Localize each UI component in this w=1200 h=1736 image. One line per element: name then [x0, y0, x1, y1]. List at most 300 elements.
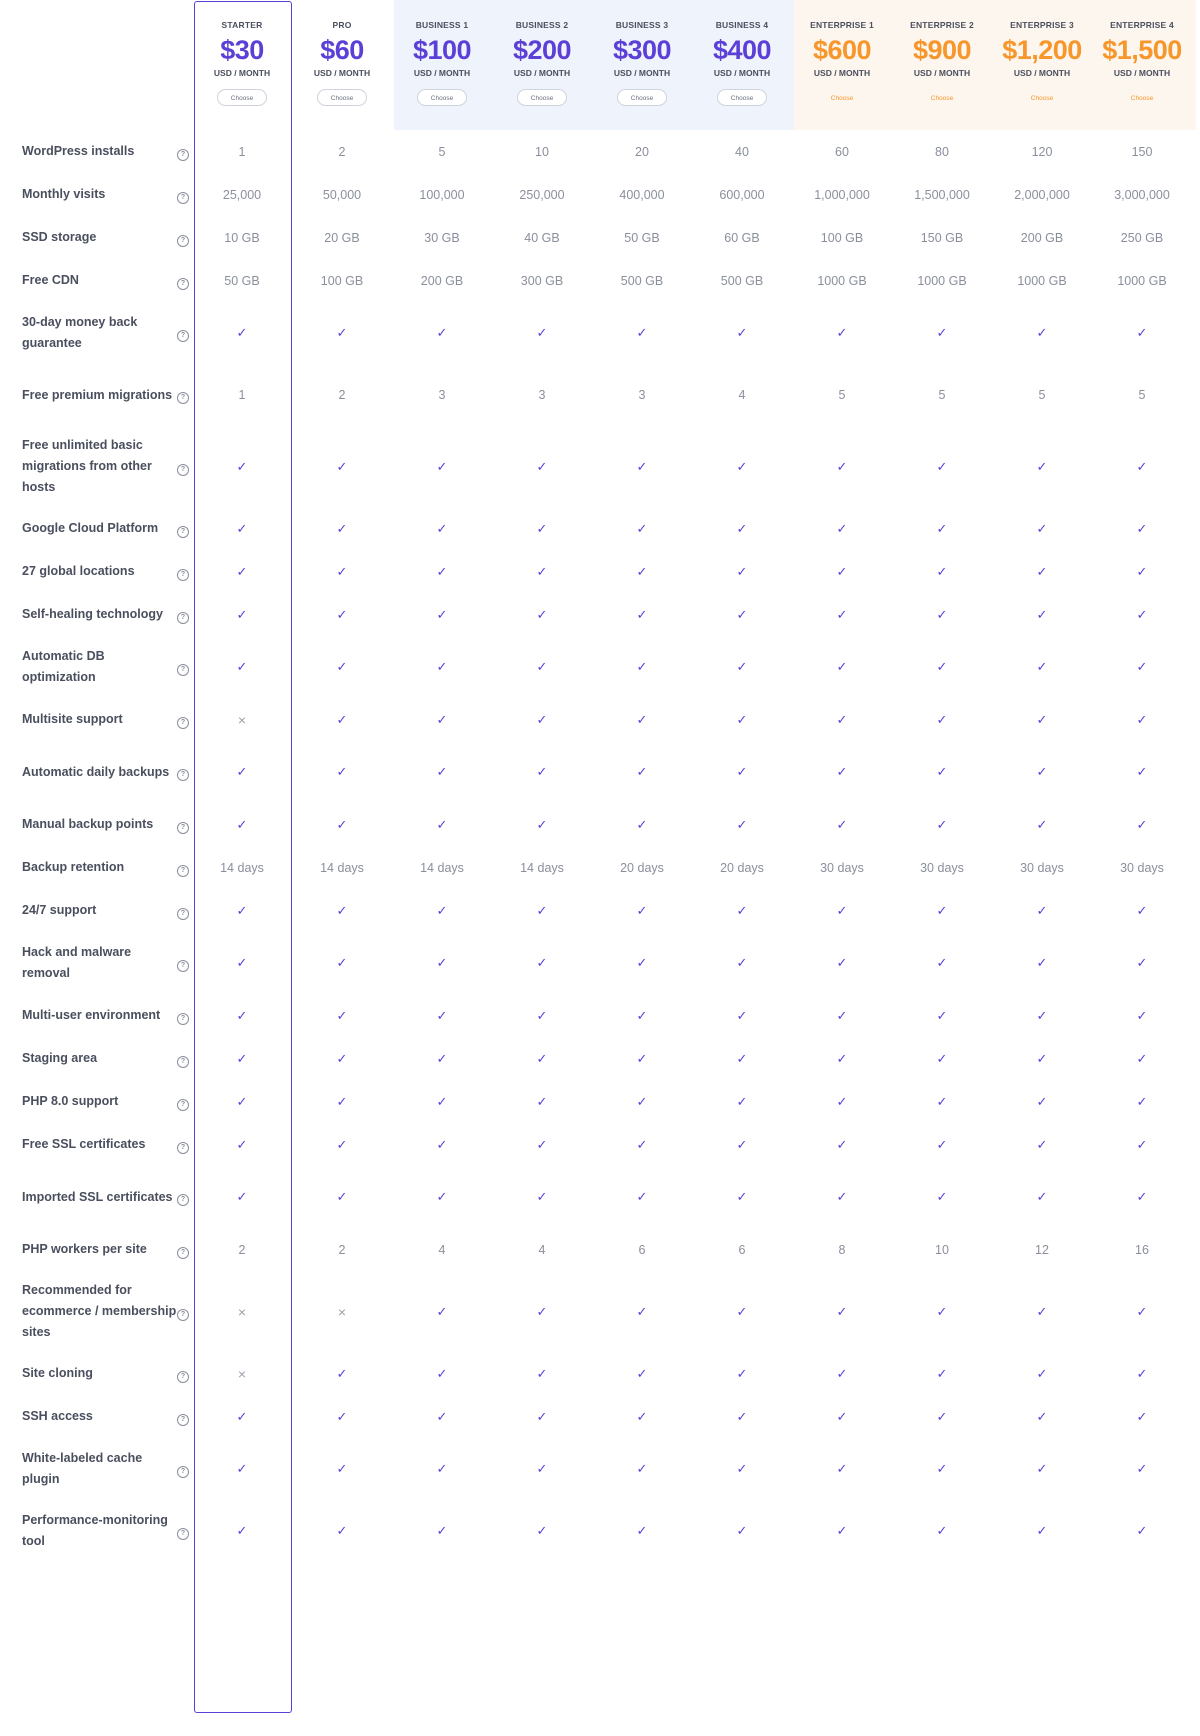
check-icon: ✓ — [636, 1189, 648, 1204]
check-icon: ✓ — [436, 955, 448, 970]
check-icon: ✓ — [1036, 955, 1048, 970]
check-icon: ✓ — [1136, 1461, 1148, 1476]
feature-value-cell: 500 GB — [620, 273, 664, 288]
feature-label: Free CDN — [22, 273, 79, 287]
feature-value-cell — [792, 1352, 892, 1395]
check-icon: ✓ — [636, 902, 648, 918]
feature-value-cell — [292, 1271, 392, 1352]
check-icon: ✓ — [336, 1408, 348, 1424]
feature-value-cell — [992, 994, 1092, 1037]
feature-value-cell: 3,000,000 — [1114, 187, 1170, 202]
check-icon: ✓ — [436, 325, 448, 340]
info-icon[interactable]: ? — [177, 192, 189, 204]
check-icon: ✓ — [1136, 1303, 1148, 1319]
info-icon[interactable]: ? — [177, 1013, 189, 1025]
check-icon: ✓ — [736, 606, 748, 622]
check-icon: ✓ — [436, 520, 448, 536]
info-icon[interactable]: ? — [177, 1466, 189, 1478]
check-icon: ✓ — [436, 458, 448, 474]
check-icon: ✓ — [736, 1050, 748, 1066]
feature-value-cell — [792, 889, 892, 932]
feature-value-cell — [1092, 932, 1192, 994]
check-icon: ✓ — [536, 711, 548, 727]
check-icon: ✓ — [1136, 458, 1148, 474]
check-icon: ✓ — [436, 1189, 448, 1204]
feature-value-cell: 5 — [838, 388, 846, 402]
check-icon: ✓ — [936, 1007, 948, 1023]
check-icon: ✓ — [436, 1093, 448, 1109]
feature-value-cell — [992, 1166, 1092, 1228]
feature-value-cell — [992, 1395, 1092, 1438]
choose-plan-button[interactable]: Choose — [717, 89, 767, 106]
feature-value-cell: 1,500,000 — [914, 187, 970, 202]
feature-row — [0, 130, 1192, 173]
feature-value-cell: 5 — [1138, 388, 1146, 402]
check-icon: ✓ — [236, 902, 248, 918]
check-icon: ✓ — [436, 1365, 448, 1381]
check-icon: ✓ — [1036, 902, 1048, 918]
feature-value-cell — [492, 698, 592, 741]
feature-row — [0, 803, 1192, 846]
feature-value-cell — [792, 302, 892, 364]
plan-column — [892, 0, 992, 130]
check-icon: ✓ — [836, 1461, 848, 1476]
check-icon: ✓ — [336, 1093, 348, 1109]
feature-value-cell — [892, 593, 992, 636]
check-icon: ✓ — [336, 659, 348, 674]
info-icon[interactable]: ? — [177, 278, 189, 290]
check-icon: ✓ — [536, 1365, 548, 1381]
cross-icon: × — [237, 1365, 247, 1382]
feature-row — [0, 1037, 1192, 1080]
feature-value-cell — [692, 741, 792, 803]
check-icon: ✓ — [836, 520, 848, 536]
info-icon[interactable]: ? — [177, 235, 189, 247]
info-icon[interactable]: ? — [177, 960, 189, 972]
feature-value-cell — [192, 1123, 292, 1166]
check-icon: ✓ — [336, 816, 348, 832]
info-icon[interactable]: ? — [177, 569, 189, 581]
check-icon: ✓ — [236, 1461, 248, 1476]
feature-value-cell — [892, 1037, 992, 1080]
check-icon: ✓ — [936, 458, 948, 474]
plan-column — [192, 0, 292, 130]
info-icon[interactable]: ? — [177, 1194, 189, 1206]
feature-value-cell — [792, 698, 892, 741]
feature-value-cell: 5 — [938, 388, 946, 402]
feature-value-cell — [992, 1438, 1092, 1500]
feature-row — [0, 1228, 1192, 1271]
check-icon: ✓ — [236, 955, 248, 970]
feature-row — [0, 507, 1192, 550]
feature-value-cell — [992, 302, 1092, 364]
feature-value-cell: 100,000 — [419, 187, 465, 202]
check-icon: ✓ — [736, 659, 748, 674]
feature-row — [0, 259, 1192, 302]
check-icon: ✓ — [536, 1461, 548, 1476]
feature-value-cell — [992, 507, 1092, 550]
feature-value-cell — [592, 803, 692, 846]
choose-plan-button[interactable]: Choose — [417, 89, 467, 106]
info-icon[interactable]: ? — [177, 464, 189, 476]
feature-value-cell — [392, 1395, 492, 1438]
info-icon[interactable]: ? — [177, 330, 189, 342]
check-icon: ✓ — [936, 1303, 948, 1319]
info-icon[interactable]: ? — [177, 1056, 189, 1068]
check-icon: ✓ — [936, 764, 948, 779]
feature-value-cell — [692, 1080, 792, 1123]
check-icon: ✓ — [436, 1303, 448, 1319]
choose-plan-button[interactable]: Choose — [517, 89, 567, 106]
check-icon: ✓ — [436, 1007, 448, 1023]
plan-price: $60 — [320, 35, 364, 65]
feature-value-cell — [192, 1395, 292, 1438]
feature-value-cell — [692, 507, 792, 550]
plan-column — [492, 0, 592, 130]
info-icon[interactable]: ? — [177, 1528, 189, 1540]
plan-price-unit: USD / MONTH — [1113, 68, 1171, 78]
check-icon: ✓ — [336, 711, 348, 727]
feature-value-cell — [592, 698, 692, 741]
feature-value-cell — [692, 426, 792, 507]
feature-value-cell — [392, 550, 492, 593]
choose-plan-button[interactable]: Choose — [930, 95, 954, 102]
feature-value-cell: 30 days — [920, 860, 964, 875]
check-icon: ✓ — [736, 955, 748, 970]
check-icon: ✓ — [736, 764, 748, 779]
feature-value-cell — [492, 1438, 592, 1500]
check-icon: ✓ — [436, 711, 448, 727]
feature-value-cell — [592, 994, 692, 1037]
feature-value-cell — [792, 636, 892, 698]
check-icon: ✓ — [536, 606, 548, 622]
plan-price-unit: USD / MONTH — [513, 68, 571, 78]
check-icon: ✓ — [736, 1523, 748, 1538]
check-icon: ✓ — [836, 1365, 848, 1381]
info-icon[interactable]: ? — [177, 1309, 189, 1321]
feature-value-cell: 30 days — [820, 860, 864, 875]
check-icon: ✓ — [636, 458, 648, 474]
feature-value-cell — [592, 1500, 692, 1562]
info-icon[interactable]: ? — [177, 822, 189, 834]
feature-value-cell — [1092, 1123, 1192, 1166]
feature-value-cell — [492, 1037, 592, 1080]
feature-value-cell: 500 GB — [720, 273, 764, 288]
feature-value-cell — [692, 302, 792, 364]
choose-plan-button[interactable]: Choose — [1130, 95, 1154, 102]
feature-value-cell — [692, 1352, 792, 1395]
info-icon[interactable]: ? — [177, 717, 189, 729]
check-icon: ✓ — [936, 1408, 948, 1424]
check-icon: ✓ — [536, 1523, 548, 1538]
check-icon: ✓ — [1036, 1007, 1048, 1023]
feature-value-cell — [592, 550, 692, 593]
feature-value-cell — [892, 994, 992, 1037]
feature-value-cell: 250 GB — [1120, 230, 1164, 245]
feature-value-cell — [492, 994, 592, 1037]
feature-value-cell — [392, 889, 492, 932]
info-icon[interactable]: ? — [177, 1247, 189, 1259]
feature-value-cell — [992, 741, 1092, 803]
feature-value-cell — [292, 994, 392, 1037]
plan-name: STARTER — [221, 20, 263, 30]
check-icon: ✓ — [836, 764, 848, 779]
check-icon: ✓ — [736, 1408, 748, 1424]
feature-value-cell — [592, 1080, 692, 1123]
info-icon[interactable]: ? — [177, 1142, 189, 1154]
check-icon: ✓ — [336, 1189, 348, 1204]
check-icon: ✓ — [236, 1093, 248, 1109]
info-icon[interactable]: ? — [177, 1371, 189, 1383]
feature-value-cell — [1092, 741, 1192, 803]
feature-info-cell — [177, 259, 192, 302]
check-icon: ✓ — [236, 1007, 248, 1023]
feature-value-cell — [592, 507, 692, 550]
info-icon[interactable]: ? — [177, 1414, 189, 1426]
feature-value-cell: 150 GB — [920, 230, 964, 245]
feature-value-cell — [392, 1123, 492, 1166]
feature-value-cell — [892, 426, 992, 507]
feature-value-cell — [192, 593, 292, 636]
feature-row — [0, 173, 1192, 216]
feature-info-cell — [177, 846, 192, 889]
choose-plan-button[interactable]: Choose — [1030, 95, 1054, 102]
feature-value-cell: 20 — [635, 144, 649, 159]
feature-value-cell: 20 days — [620, 860, 664, 875]
plan-price-unit: USD / MONTH — [413, 68, 471, 78]
feature-value-cell — [492, 1080, 592, 1123]
feature-value-cell: 30 days — [1020, 860, 1064, 875]
check-icon: ✓ — [736, 1093, 748, 1109]
feature-value-cell — [492, 1166, 592, 1228]
check-icon: ✓ — [436, 1523, 448, 1538]
feature-value-cell — [892, 741, 992, 803]
info-icon[interactable]: ? — [177, 664, 189, 676]
info-icon[interactable]: ? — [177, 149, 189, 161]
feature-value-cell — [1092, 803, 1192, 846]
feature-value-cell — [992, 636, 1092, 698]
feature-value-cell: 60 — [835, 144, 849, 159]
feature-label: Automatic daily backups — [22, 764, 170, 779]
feature-info-cell — [177, 1123, 192, 1166]
check-icon: ✓ — [836, 563, 848, 579]
feature-value-cell: 10 — [935, 1242, 949, 1257]
feature-value-cell — [1092, 1352, 1192, 1395]
check-icon: ✓ — [236, 325, 248, 340]
feature-info-cell — [177, 1500, 192, 1562]
feature-value-cell — [692, 593, 792, 636]
check-icon: ✓ — [236, 606, 248, 622]
feature-value-cell — [292, 1037, 392, 1080]
cross-icon: × — [237, 1303, 247, 1320]
feature-info-cell — [177, 1271, 192, 1352]
feature-value-cell: 60 GB — [724, 230, 760, 245]
feature-value-cell — [592, 1271, 692, 1352]
info-icon[interactable]: ? — [177, 769, 189, 781]
feature-value-cell — [192, 550, 292, 593]
info-icon[interactable]: ? — [177, 392, 189, 404]
plan-price: $1,200 — [1002, 35, 1082, 65]
feature-value-cell — [392, 803, 492, 846]
check-icon: ✓ — [1136, 520, 1148, 536]
feature-value-cell — [692, 889, 792, 932]
feature-info-cell — [177, 932, 192, 994]
check-icon: ✓ — [936, 902, 948, 918]
feature-value-cell — [792, 932, 892, 994]
check-icon: ✓ — [1136, 902, 1148, 918]
feature-label: Automatic DB optimization — [22, 649, 105, 684]
check-icon: ✓ — [936, 1093, 948, 1109]
feature-value-cell: 20 days — [720, 860, 764, 875]
feature-value-cell — [292, 803, 392, 846]
info-icon[interactable]: ? — [177, 612, 189, 624]
feature-value-cell — [492, 550, 592, 593]
feature-value-cell — [992, 932, 1092, 994]
feature-value-cell — [1092, 636, 1192, 698]
plan-name: PRO — [332, 20, 352, 30]
feature-value-cell — [892, 803, 992, 846]
feature-row — [0, 216, 1192, 259]
check-icon: ✓ — [236, 563, 248, 579]
feature-value-cell: 50 GB — [624, 230, 660, 245]
info-icon[interactable]: ? — [177, 1099, 189, 1111]
feature-info-cell — [177, 698, 192, 741]
feature-value-cell — [892, 1500, 992, 1562]
feature-value-cell: 14 days — [220, 860, 264, 875]
feature-row — [0, 636, 1192, 698]
feature-info-cell — [177, 216, 192, 259]
check-icon: ✓ — [836, 1007, 848, 1023]
feature-label: Imported SSL certificates — [22, 1189, 173, 1204]
feature-value-cell: 1000 GB — [917, 273, 967, 288]
feature-value-cell — [292, 889, 392, 932]
feature-label: PHP 8.0 support — [22, 1094, 119, 1108]
feature-value-cell — [1092, 1395, 1192, 1438]
check-icon: ✓ — [836, 955, 848, 970]
feature-value-cell — [392, 932, 492, 994]
feature-label: Multi-user environment — [22, 1008, 161, 1022]
feature-value-cell — [792, 1500, 892, 1562]
feature-value-cell — [492, 302, 592, 364]
feature-info-cell — [177, 173, 192, 216]
feature-label: Free SSL certificates — [22, 1137, 146, 1151]
feature-row — [0, 1438, 1192, 1500]
check-icon: ✓ — [936, 955, 948, 970]
info-icon[interactable]: ? — [177, 526, 189, 538]
check-icon: ✓ — [336, 1007, 348, 1023]
choose-plan-button[interactable]: Choose — [317, 89, 367, 106]
feature-value-cell — [492, 741, 592, 803]
check-icon: ✓ — [336, 1136, 348, 1152]
feature-value-cell — [392, 1352, 492, 1395]
feature-value-cell: 2 — [238, 1242, 246, 1257]
info-icon[interactable]: ? — [177, 865, 189, 877]
choose-plan-button[interactable]: Choose — [217, 89, 267, 106]
check-icon: ✓ — [736, 458, 748, 474]
feature-value-cell — [592, 1166, 692, 1228]
feature-value-cell: 1 — [238, 144, 246, 159]
check-icon: ✓ — [536, 458, 548, 474]
check-icon: ✓ — [1036, 1050, 1048, 1066]
feature-value-cell — [392, 426, 492, 507]
check-icon: ✓ — [536, 955, 548, 970]
feature-value-cell — [392, 302, 492, 364]
feature-value-cell — [692, 1166, 792, 1228]
feature-value-cell — [692, 1438, 792, 1500]
feature-value-cell — [492, 1395, 592, 1438]
check-icon: ✓ — [636, 1136, 648, 1152]
feature-label: White-labeled cache plugin — [22, 1451, 143, 1486]
check-icon: ✓ — [236, 1408, 248, 1424]
plan-price: $300 — [612, 35, 672, 65]
check-icon: ✓ — [236, 659, 248, 674]
feature-value-cell — [1092, 1037, 1192, 1080]
plan-name: BUSINESS 1 — [415, 20, 469, 30]
choose-plan-button[interactable]: Choose — [617, 89, 667, 106]
check-icon: ✓ — [436, 902, 448, 918]
feature-value-cell — [192, 994, 292, 1037]
feature-value-cell — [292, 426, 392, 507]
check-icon: ✓ — [236, 764, 248, 779]
check-icon: ✓ — [836, 1303, 848, 1319]
check-icon: ✓ — [436, 1136, 448, 1152]
feature-value-cell — [392, 1438, 492, 1500]
check-icon: ✓ — [536, 1136, 548, 1152]
feature-value-cell — [992, 1271, 1092, 1352]
check-icon: ✓ — [636, 659, 648, 674]
feature-value-cell — [692, 1123, 792, 1166]
info-icon[interactable]: ? — [177, 908, 189, 920]
plan-name: BUSINESS 3 — [615, 20, 669, 30]
feature-value-cell — [392, 1037, 492, 1080]
feature-value-cell: 2 — [338, 388, 346, 402]
check-icon: ✓ — [1036, 816, 1048, 832]
feature-value-cell — [692, 932, 792, 994]
check-icon: ✓ — [536, 1303, 548, 1319]
check-icon: ✓ — [636, 1365, 648, 1381]
feature-value-cell — [592, 1438, 692, 1500]
feature-value-cell — [1092, 994, 1192, 1037]
feature-info-cell — [177, 636, 192, 698]
check-icon: ✓ — [1136, 955, 1148, 970]
feature-value-cell — [292, 550, 392, 593]
check-icon: ✓ — [236, 1136, 248, 1152]
check-icon: ✓ — [1136, 1050, 1148, 1066]
check-icon: ✓ — [336, 458, 348, 474]
feature-value-cell — [992, 1080, 1092, 1123]
feature-value-cell — [792, 593, 892, 636]
check-icon: ✓ — [436, 1408, 448, 1424]
feature-value-cell: 40 GB — [524, 230, 560, 245]
check-icon: ✓ — [536, 520, 548, 536]
check-icon: ✓ — [436, 764, 448, 779]
choose-plan-button[interactable]: Choose — [830, 95, 854, 102]
feature-value-cell — [1092, 889, 1192, 932]
feature-value-cell: 1,000,000 — [814, 187, 870, 202]
check-icon: ✓ — [836, 1136, 848, 1152]
feature-row — [0, 1395, 1192, 1438]
feature-label: Site cloning — [22, 1366, 93, 1380]
feature-value-cell — [592, 302, 692, 364]
feature-row — [0, 1166, 1192, 1228]
plan-name: ENTERPRISE 2 — [910, 20, 974, 30]
feature-value-cell: 1000 GB — [1117, 273, 1167, 288]
feature-info-cell — [177, 1080, 192, 1123]
feature-label: SSH access — [22, 1409, 93, 1423]
feature-value-cell — [892, 1080, 992, 1123]
check-icon: ✓ — [936, 1461, 948, 1476]
check-icon: ✓ — [1036, 1523, 1048, 1538]
